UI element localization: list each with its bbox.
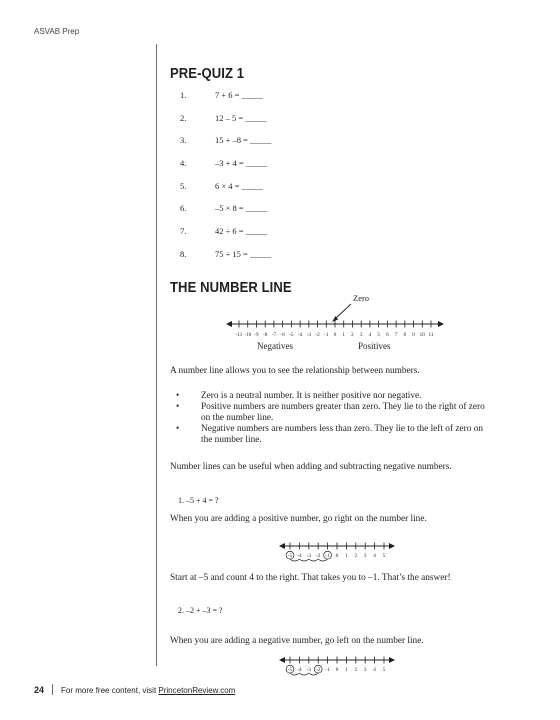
- left-arrow-icon: [226, 321, 232, 327]
- tick-label: -4: [297, 332, 303, 338]
- tick-label: 2: [354, 553, 358, 559]
- example-1-label: 1. –5 + 4 = ?: [178, 496, 219, 505]
- page-footer: [34, 684, 235, 695]
- quiz-question-expression: 12 – 5 = _____: [215, 112, 267, 123]
- left-arrow-icon: [279, 543, 285, 549]
- quiz-question-number: 4.: [180, 158, 187, 169]
- tick-label: -4: [297, 667, 302, 673]
- tick-label: -8: [263, 332, 268, 338]
- tick-label: -11: [235, 332, 243, 338]
- tick-label: 10: [419, 332, 425, 338]
- quiz-question-number: 8.: [180, 248, 187, 259]
- example-2-number-line: [278, 654, 398, 682]
- tick-label: 1: [345, 667, 348, 673]
- quiz-question-expression: –3 + 4 = _____: [215, 158, 268, 169]
- tick-label: -5: [287, 553, 293, 559]
- example-1-rule: When you are adding a positive number, go right on the number line.: [170, 514, 427, 524]
- tick-label: -7: [271, 332, 277, 338]
- tick-label: 2: [351, 332, 354, 338]
- right-arrow-icon: [389, 543, 395, 549]
- number-line-title: THE NUMBER LINE: [170, 280, 292, 296]
- tick-label: -5: [289, 332, 294, 338]
- hop-arc: [299, 559, 308, 561]
- tick-label: 4: [368, 332, 372, 338]
- tick-label: -3: [306, 667, 311, 673]
- tick-label: -2: [315, 332, 320, 338]
- bullet-text: Zero is a neutral number. It is neither positive nor negative.: [201, 391, 422, 401]
- tick-label: -1: [324, 332, 329, 338]
- zero-pointer: [335, 304, 351, 319]
- tick-label: 4: [373, 553, 376, 559]
- footer-divider: [52, 684, 53, 695]
- page-number: 24: [34, 685, 45, 695]
- example-2-rule: When you are adding a negative number, go left on the number line.: [170, 636, 424, 646]
- negatives-label: Negatives: [257, 341, 293, 351]
- example-1-explanation: Start at –5 and count 4 to the right. That takes you to –1. That’s the answer!: [170, 573, 451, 583]
- margin-rule: [156, 44, 157, 666]
- quiz-question-expression: 7 + 6 = _____: [215, 90, 263, 100]
- tick-label: 3: [363, 553, 367, 559]
- bullet-icon: •: [176, 424, 180, 434]
- tick-label: 2: [354, 667, 358, 673]
- running-head: ASVAB Prep: [34, 27, 80, 36]
- example-1-number-line: [278, 540, 398, 568]
- quiz-question-number: 7.: [180, 226, 187, 237]
- hop-arc: [318, 559, 327, 561]
- quiz-question-expression: 42 ÷ 6 = _____: [215, 226, 267, 237]
- tick-label: 8: [403, 332, 407, 338]
- tick-label: 5: [377, 332, 380, 338]
- hop-arc: [290, 559, 299, 561]
- footer-text: For more free content, visit: [61, 686, 159, 695]
- tick-label: 0: [333, 332, 337, 338]
- hop-arc: [299, 673, 308, 675]
- bullet-icon: •: [176, 402, 180, 412]
- hop-arc: [309, 559, 318, 561]
- bullet-icon: •: [176, 391, 180, 401]
- quiz-question-expression: 75 ÷ 15 = _____: [215, 248, 272, 259]
- tick-label: -9: [254, 332, 259, 338]
- hop-arc: [309, 673, 318, 675]
- hop-arc: [290, 673, 299, 675]
- quiz-question-number: 5.: [180, 180, 187, 191]
- tick-label: -1: [325, 553, 330, 559]
- example-2-label: 2. –2 + –3 = ?: [178, 606, 223, 615]
- tick-label: 1: [342, 332, 346, 338]
- tick-label: 1: [345, 553, 348, 559]
- tick-label: 5: [382, 667, 386, 673]
- right-arrow-icon: [389, 657, 395, 663]
- number-line-figure: [225, 290, 445, 354]
- bullet-text: Negative numbers are numbers less than zero. They lie to the left of zero on the number line.: [201, 424, 483, 445]
- tick-label: 0: [335, 553, 339, 559]
- intro-text: A number line allows you to see the relationship between numbers.: [170, 366, 420, 376]
- footer-link[interactable]: PrincetonReview.com: [158, 686, 236, 695]
- quiz-question-number: 1.: [180, 90, 187, 100]
- tick-label: -1: [325, 667, 330, 673]
- tick-label: -2: [316, 553, 321, 559]
- tick-label: 0: [335, 667, 339, 673]
- tick-label: 11: [428, 332, 434, 338]
- tick-label: -10: [244, 332, 252, 338]
- tick-label: -3: [306, 332, 311, 338]
- tick-label: 6: [386, 332, 389, 338]
- quiz-question-expression: –5 × 8 = _____: [215, 203, 268, 214]
- tick-label: -6: [280, 332, 285, 338]
- useful-text: Number lines can be useful when adding and subtracting negative numbers.: [170, 462, 452, 472]
- tick-label: 3: [363, 667, 367, 673]
- bullet-item: [170, 424, 490, 446]
- left-arrow-icon: [279, 657, 285, 663]
- quiz-question-expression: 15 + –8 = _____: [215, 135, 272, 146]
- tick-label: 7: [394, 332, 398, 338]
- positives-label: Positives: [358, 341, 391, 351]
- zero-label: Zero: [353, 293, 370, 303]
- tick-label: 5: [382, 553, 386, 559]
- quiz-question-expression: 6 × 4 = _____: [215, 180, 263, 191]
- right-arrow-icon: [438, 321, 444, 327]
- tick-label: 4: [373, 667, 376, 673]
- tick-label: -5: [287, 667, 293, 673]
- tick-label: 3: [359, 332, 363, 338]
- tick-label: -4: [297, 553, 302, 559]
- bullet-item: [170, 391, 490, 402]
- quiz-question-number: 2.: [180, 112, 187, 123]
- tick-label: -2: [316, 667, 321, 673]
- bullet-item: [170, 402, 490, 424]
- tick-label: 9: [412, 332, 415, 338]
- tick-label: -3: [306, 553, 311, 559]
- number-line-bullets: [170, 391, 490, 446]
- quiz-question-number: 3.: [180, 135, 187, 146]
- quiz-question-number: 6.: [180, 203, 187, 214]
- prequiz-title: PRE-QUIZ 1: [170, 66, 245, 82]
- bullet-text: Positive numbers are numbers greater than zero. They lie to the right of zero on the number line.: [201, 402, 485, 423]
